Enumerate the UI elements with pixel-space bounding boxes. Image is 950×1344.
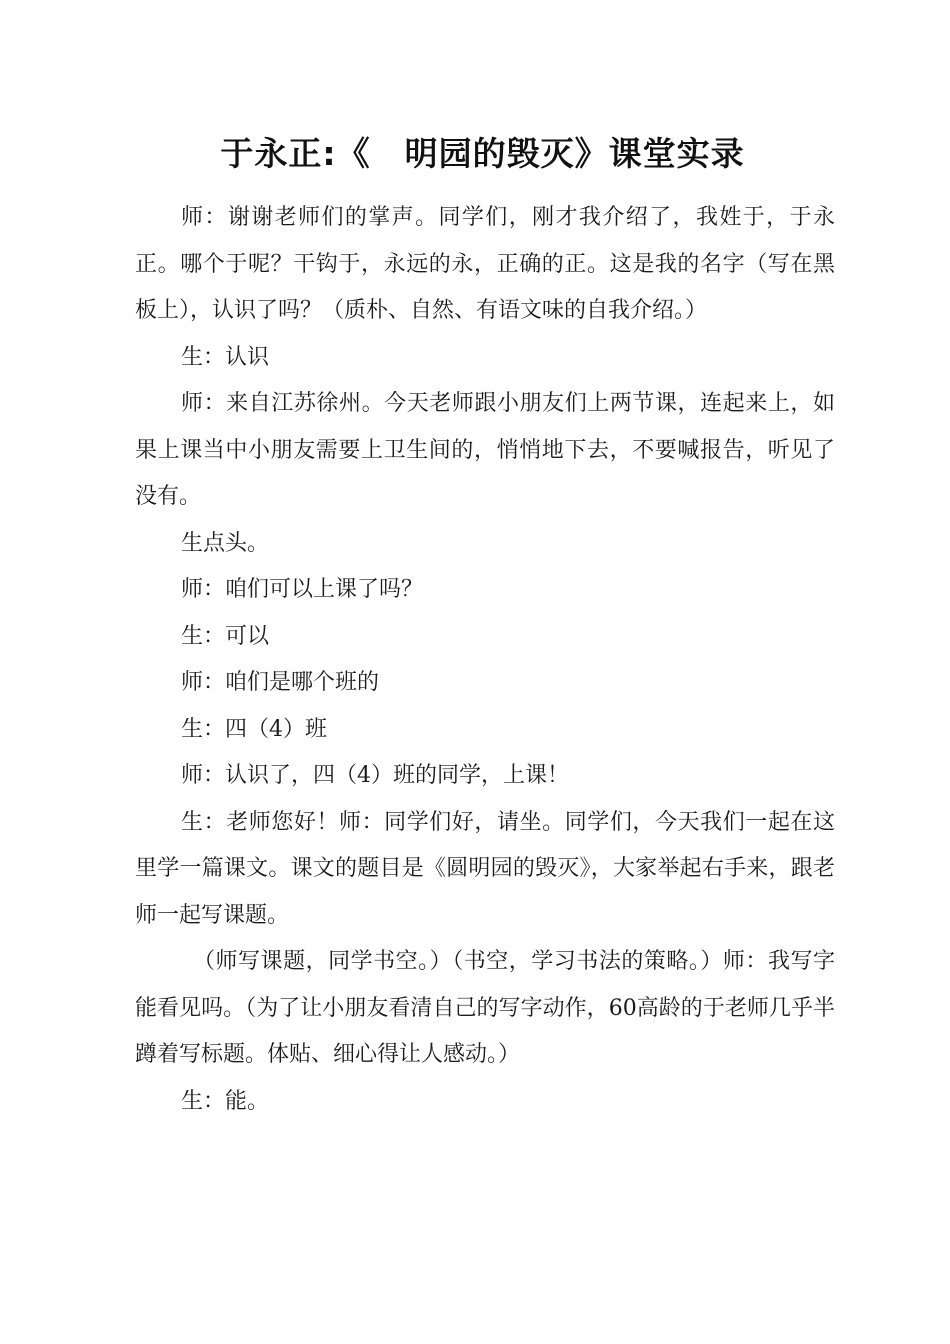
paragraph-teacher-start: 师：认识了，四（4）班的同学，上课！ xyxy=(181,763,569,788)
paragraph-student-ok: 生：可以 xyxy=(181,623,270,649)
paragraph-student-reply: 生：认识 xyxy=(181,344,270,370)
paragraph-student-nod: 生点头。 xyxy=(181,530,270,556)
paragraph-student-greeting: 生：老师您好！师：同学们好，请坐。同学们，今天我们一起在这里学一篇课文。课文的题目是《圆明园的毁灭》，大家举起右手来，跟老师一起写课题。 xyxy=(135,809,835,928)
paragraph-student-can: 生：能。 xyxy=(181,1088,270,1114)
document-body xyxy=(135,195,835,1125)
paragraph-teacher-origin: 师：来自江苏徐州。今天老师跟小朋友们上两节课，连起来上，如果上课当中小朋友需要上卫生间的，悄悄地下去，不要喊报告，听见了没有。 xyxy=(135,391,835,509)
paragraph-teacher-intro: 师：谢谢老师们的掌声。同学们，刚才我介绍了，我姓于，于永正。哪个于呢？干钩于，永远的永，正确的正。这是我的名字（写在黑板上），认识了吗？（质朴、自然、有语文味的自我介绍。） xyxy=(135,205,835,323)
paragraph-teacher-ready: 师：咱们可以上课了吗？ xyxy=(181,577,424,602)
paragraph-writing-title: （师写课题，同学书空。）（书空，学习书法的策略。）师：我写字能看见吗。（为了让小朋友看清自己的写字动作，60高龄的于老师几乎半蹲着写标题。体贴、细心得让人感动。） xyxy=(135,949,835,1067)
document-title: 于永正:《 明园的毁灭》课堂实录 xyxy=(220,134,745,173)
paragraph-teacher-class: 师：咱们是哪个班的 xyxy=(181,670,380,695)
paragraph-student-class: 生：四（4）班 xyxy=(181,716,327,742)
